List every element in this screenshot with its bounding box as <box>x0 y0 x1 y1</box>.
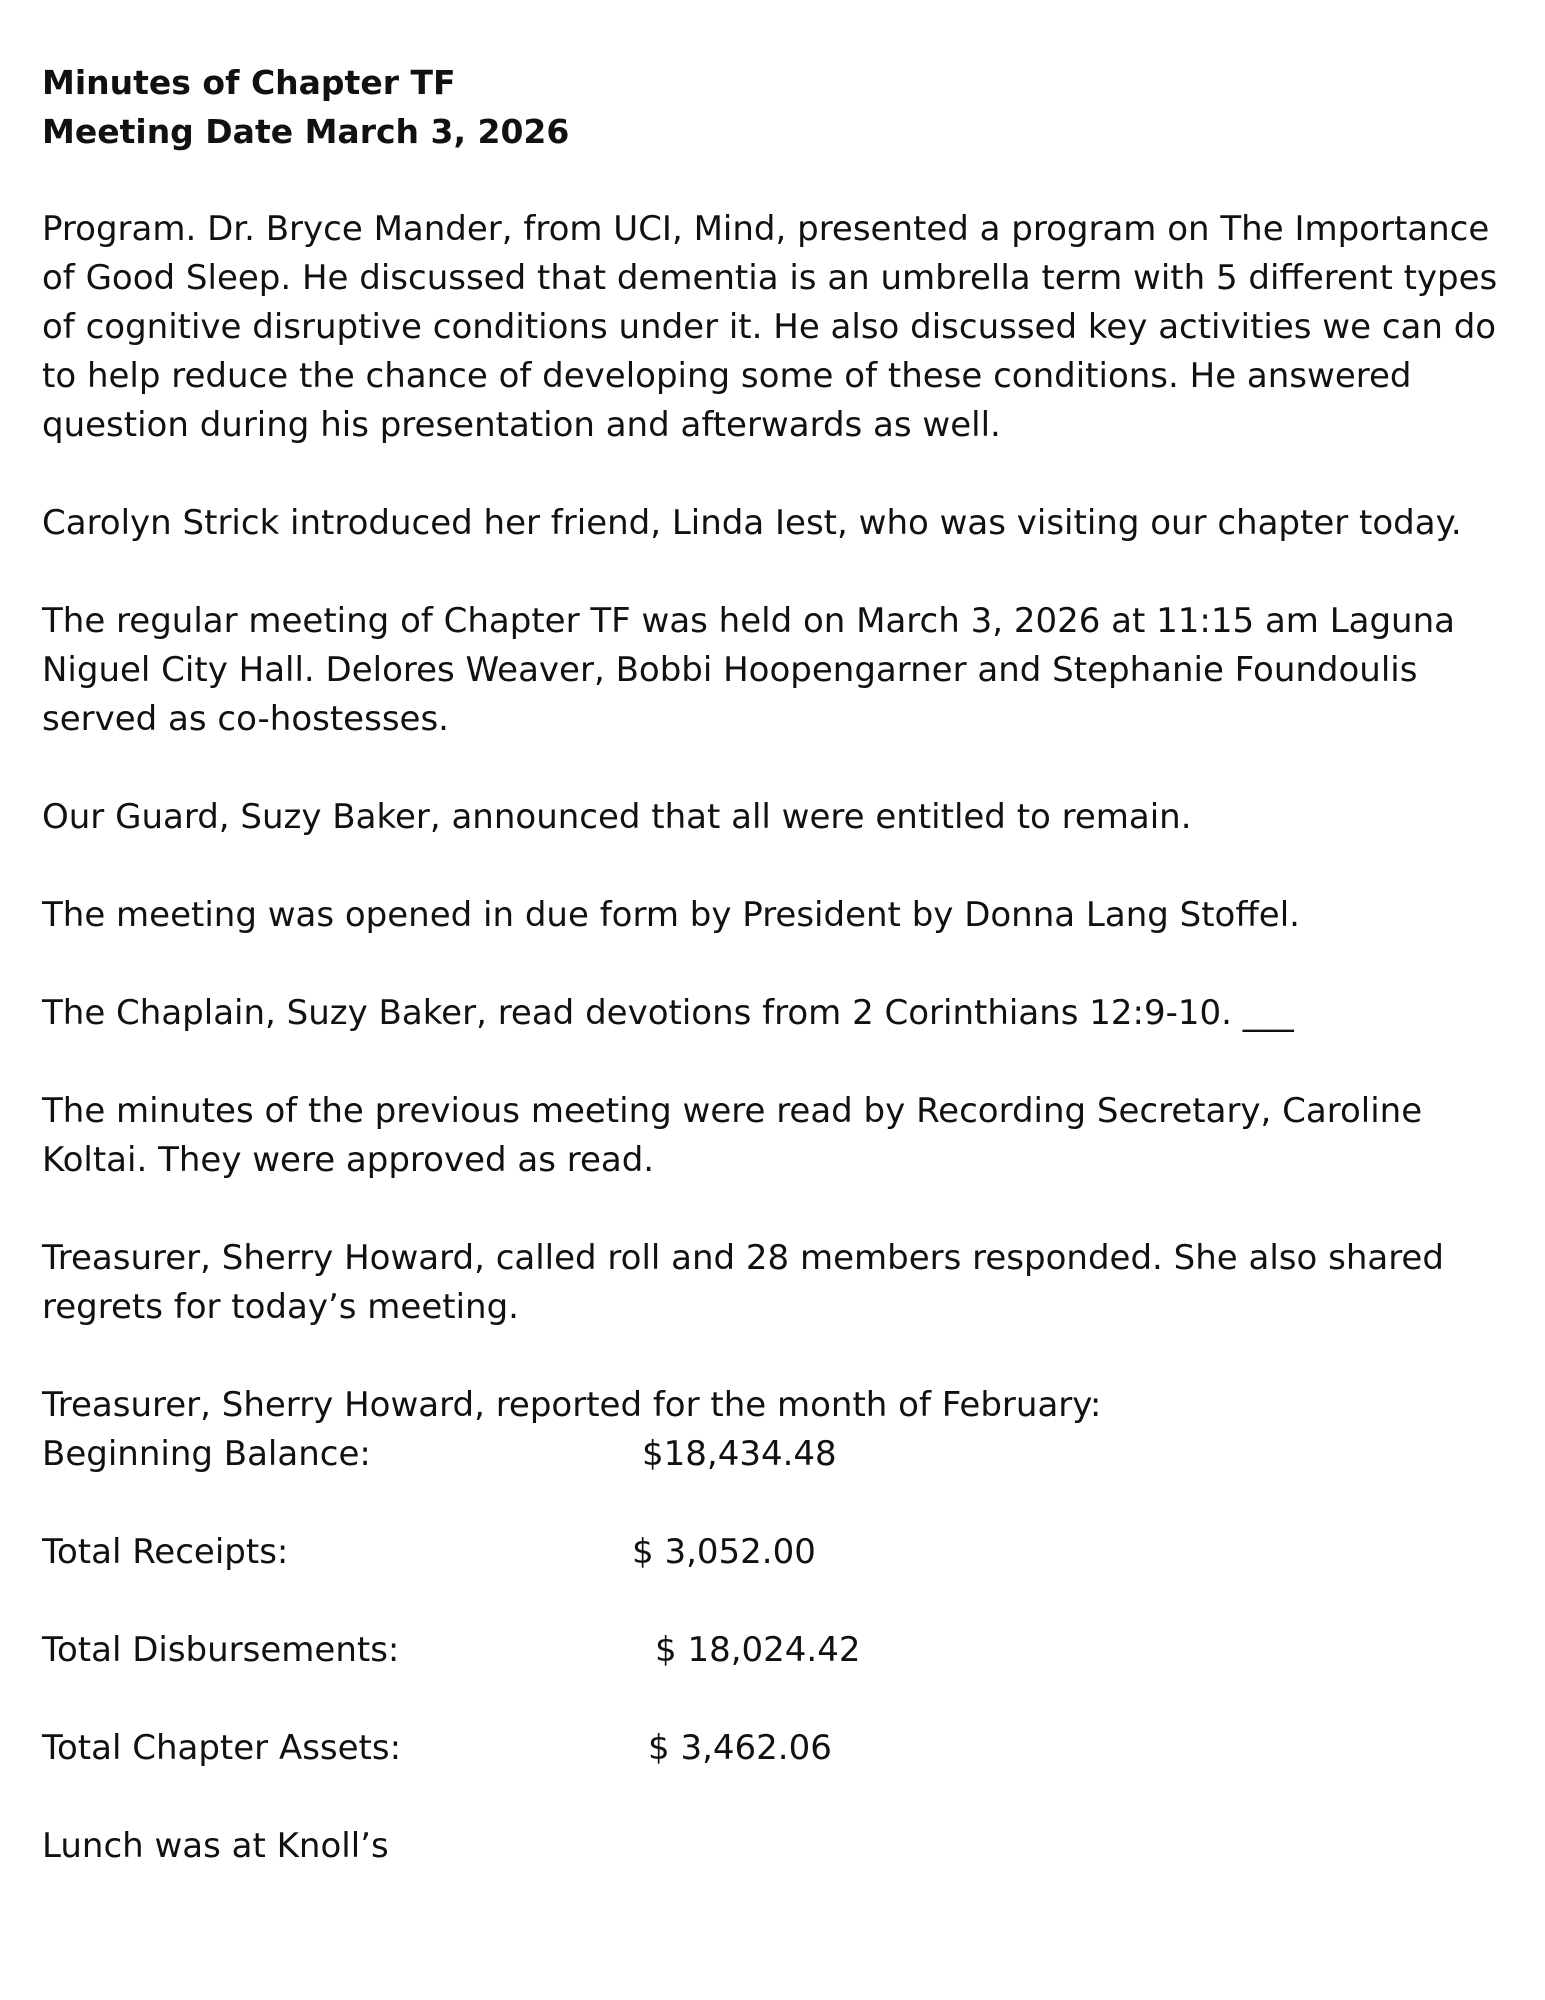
beginning-balance-label: Beginning Balance: <box>42 1434 371 1474</box>
spacer <box>42 548 1502 597</box>
spacer <box>42 1479 1502 1528</box>
lunch-paragraph: Lunch was at Knoll’s <box>42 1826 389 1866</box>
spacer <box>42 1773 1502 1822</box>
total-disbursements-label: Total Disbursements: <box>42 1630 400 1670</box>
spacer <box>42 156 1502 205</box>
total-assets-label: Total Chapter Assets: <box>42 1728 402 1768</box>
total-receipts-row <box>42 1528 1502 1577</box>
total-receipts-label: Total Receipts: <box>42 1532 289 1572</box>
spacer <box>42 450 1502 499</box>
total-assets-value: $ 3,462.06 <box>648 1728 832 1768</box>
spacer <box>42 1332 1502 1381</box>
beginning-balance-row <box>42 1430 1502 1479</box>
guest-paragraph: Carolyn Strick introduced her friend, Linda Iest, who was visiting our chapter today. <box>42 503 1462 543</box>
minutes-document <box>42 58 1502 1871</box>
minutes-paragraph: The minutes of the previous meeting were read by Recording Secretary, Caroline Koltai. They were approved as read. <box>42 1091 1423 1180</box>
roll-paragraph: Treasurer, Sherry Howard, called roll and 28 members responded. She also shared regrets for today’s meeting. <box>42 1238 1444 1327</box>
meeting-paragraph: The regular meeting of Chapter TF was held on March 3, 2026 at 11:15 am Laguna Niguel City Hall. Delores Weaver, Bobbi Hoopengarner and Stephanie Foundoulis served as co-hostesses. <box>42 601 1455 739</box>
document-title: Minutes of Chapter TF <box>42 63 456 102</box>
guard-paragraph: Our Guard, Suzy Baker, announced that all were entitled to remain. <box>42 797 1192 837</box>
spacer <box>42 744 1502 793</box>
meeting-date: Meeting Date March 3, 2026 <box>42 112 570 151</box>
spacer <box>42 1675 1502 1724</box>
program-paragraph: Program. Dr. Bryce Mander, from UCI, Mind, presented a program on The Importance of Good Sleep. He discussed that dementia is an umbrella term with 5 different types of cognitive disruptive conditions under it. He also discussed key activities we can do to help reduce the chance of developing some of these conditions. He answered question during his presentation and afterwards as well. <box>42 209 1498 445</box>
treasurer-intro: Treasurer, Sherry Howard, reported for the month of February: <box>42 1385 1102 1425</box>
spacer <box>42 940 1502 989</box>
total-disbursements-row <box>42 1626 1502 1675</box>
beginning-balance-value: $18,434.48 <box>642 1434 837 1474</box>
total-disbursements-value: $ 18,024.42 <box>655 1630 861 1670</box>
spacer <box>42 1038 1502 1087</box>
opened-paragraph: The meeting was opened in due form by President by Donna Lang Stoffel. <box>42 895 1300 935</box>
chaplain-paragraph: The Chaplain, Suzy Baker, read devotions from 2 Corinthians 12:9-10. ___ <box>42 993 1294 1033</box>
spacer <box>42 1577 1502 1626</box>
spacer <box>42 842 1502 891</box>
total-assets-row <box>42 1724 1502 1773</box>
total-receipts-value: $ 3,052.00 <box>632 1532 816 1572</box>
spacer <box>42 1185 1502 1234</box>
